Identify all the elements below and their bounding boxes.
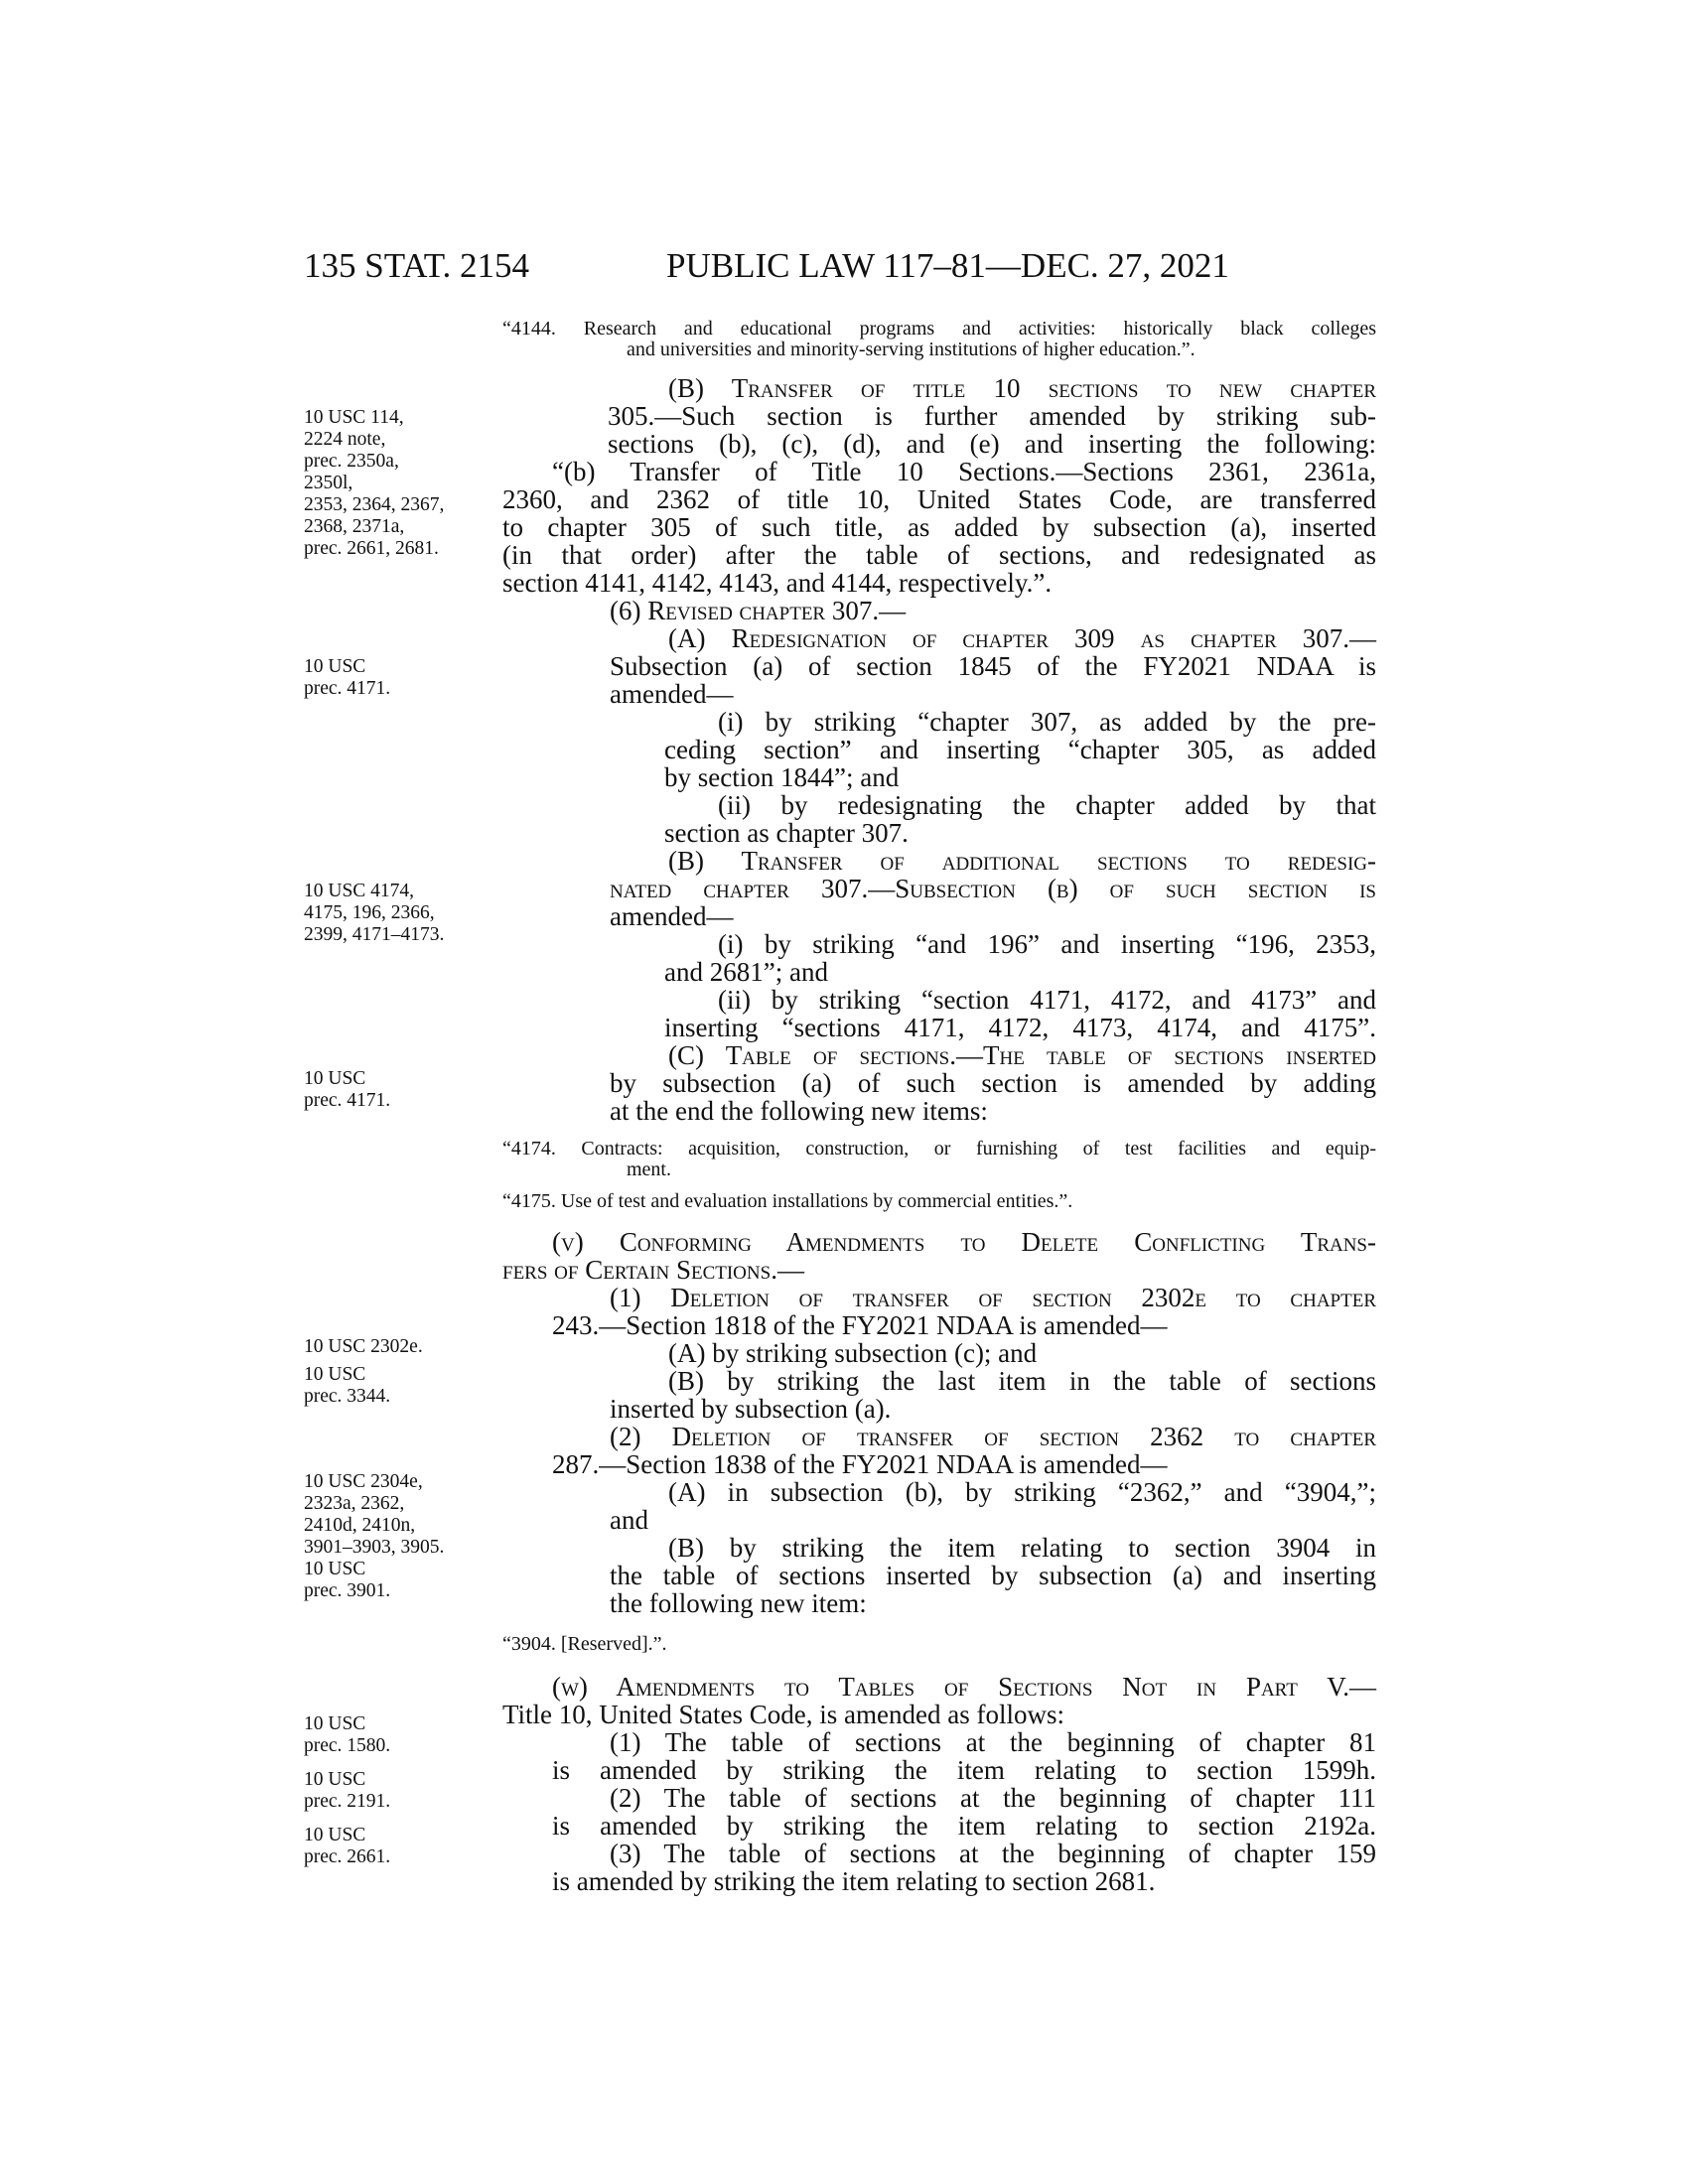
body-line: section as chapter 307. [664, 818, 909, 848]
table-item-4174: “4174. Contracts: acquisition, construction, or furnishing of test facilities and equip- [502, 1138, 1376, 1160]
body-line: (in that order) after the table of sections, and redesignated as [502, 540, 1376, 570]
body-line: the following new item: [610, 1588, 867, 1618]
table-item-3904: “3904. [Reserved].”. [502, 1633, 667, 1655]
margin-note: 10 USC prec. 3344. [304, 1364, 391, 1407]
table-item-4175: “4175. Use of test and evaluation installations by commercial entities.”. [502, 1190, 1073, 1212]
body-line: and [610, 1505, 648, 1535]
subpara-b-heading: (B) Transfer of title 10 sections to new chapter [668, 373, 1376, 403]
body-line: 2360, and 2362 of title 10, United States Code, are transferred [502, 484, 1376, 514]
body-line: to chapter 305 of such title, as added by subsection (a), inserted [502, 512, 1376, 542]
body-line: 287.—Section 1838 of the FY2021 NDAA is amended— [552, 1449, 1168, 1479]
table-item-4174-cont: ment. [627, 1159, 671, 1180]
paragraph-heading: (1) Deletion of transfer of section 2302e to chapter [610, 1283, 1376, 1312]
paragraph-heading: (2) Deletion of transfer of section 2362 to chapter [610, 1422, 1376, 1451]
paragraph-w1: (1) The table of sections at the beginning of chapter 81 [610, 1727, 1376, 1757]
margin-note: 10 USC 2304e, 2323a, 2362, 2410d, 2410n, 3901–3903, 3905. 10 USC prec. 3901. [304, 1471, 445, 1601]
body-line: fers of Certain Sections.— [502, 1255, 804, 1285]
subsection-v-heading: (v) Conforming Amendments to Delete Conflicting Trans- [552, 1227, 1376, 1257]
body-line: amended— [610, 679, 734, 709]
subpara-b: (B) by striking the item relating to section 3904 in [668, 1533, 1376, 1563]
body-line: 243.—Section 1818 of the FY2021 NDAA is amended— [552, 1310, 1168, 1340]
paragraph-w2: (2) The table of sections at the beginning of chapter 111 [610, 1783, 1376, 1813]
body-line: the table of sections inserted by subsection (a) and inserting [610, 1561, 1376, 1590]
body-line: amended— [610, 901, 734, 931]
body-line: 305.—Such section is further amended by striking sub- [608, 401, 1376, 431]
clause-i: (i) by striking “and 196” and inserting “196, 2353, [718, 929, 1376, 959]
margin-note: 10 USC prec. 4171. [304, 656, 391, 699]
body-line: sections (b), (c), (d), and (e) and inserting the following: [608, 429, 1376, 459]
body-line: by section 1844”; and [664, 762, 900, 792]
clause-ii: (ii) by striking “section 4171, 4172, and 4173” and [718, 985, 1376, 1015]
subpara-heading: (C) Table of sections.—The table of sections inserted [668, 1040, 1376, 1070]
body-line: is amended by striking the item relating to section 1599h. [552, 1755, 1376, 1785]
subsection-w-heading: (w) Amendments to Tables of Sections Not in Part V.— [552, 1672, 1376, 1702]
margin-note: 10 USC prec. 1580. [304, 1713, 391, 1756]
clause-ii: (ii) by redesignating the chapter added by that [718, 790, 1376, 820]
subpara-b: (B) by striking the last item in the table of sections [668, 1366, 1376, 1396]
body-line: section 4141, 4142, 4143, and 4144, respectively.”. [502, 568, 1053, 598]
body-line: inserted by subsection (a). [610, 1394, 892, 1424]
body-line: ceding section” and inserting “chapter 305, as added [664, 735, 1376, 764]
body-line: is amended by striking the item relating to section 2192a. [552, 1811, 1376, 1841]
margin-note: 10 USC 114, 2224 note, prec. 2350a, 2350l, 2353, 2364, 2367, 2368, 2371a, prec. 2661, 2681. [304, 407, 445, 559]
body-line: inserting “sections 4171, 4172, 4173, 4174, and 4175”. [664, 1013, 1376, 1042]
public-law-title: PUBLIC LAW 117–81—DEC. 27, 2021 [666, 246, 1229, 285]
table-item-4144-cont: and universities and minority-serving institutions of higher education.”. [627, 339, 1196, 360]
clause-i: (i) by striking “chapter 307, as added by the pre- [718, 707, 1376, 737]
body-line: nated chapter 307.—Subsection (b) of such section is [610, 874, 1376, 903]
margin-note: 10 USC prec. 2661. [304, 1825, 391, 1867]
paragraph-w3: (3) The table of sections at the beginning of chapter 159 [610, 1839, 1376, 1868]
body-line: Title 10, United States Code, is amended as follows: [502, 1700, 1064, 1729]
subpara-a: (A) by striking subsection (c); and [668, 1338, 1038, 1368]
margin-note: 10 USC prec. 4171. [304, 1068, 391, 1111]
quoted-subsection-b: “(b) Transfer of Title 10 Sections.—Sections 2361, 2361a, [552, 457, 1376, 486]
body-line: by subsection (a) of such section is amended by adding [610, 1068, 1376, 1098]
table-item-4144: “4144. Research and educational programs and activities: historically black colleges [502, 318, 1376, 340]
body-line: is amended by striking the item relating to section 2681. [552, 1866, 1156, 1896]
body-line: at the end the following new items: [610, 1096, 988, 1126]
margin-note: 10 USC 2302e. [304, 1336, 423, 1357]
margin-note: 10 USC 4174, 4175, 196, 2366, 2399, 4171–4173. [304, 881, 445, 945]
body-line: and 2681”; and [664, 957, 828, 987]
stat-page-ref: 135 STAT. 2154 [304, 246, 529, 285]
subpara-heading: (A) Redesignation of chapter 309 as chapter 307.— [668, 623, 1376, 653]
paragraph-6-heading: (6) Revised chapter 307.— [610, 596, 907, 625]
subpara-heading: (B) Transfer of additional sections to redesig- [668, 846, 1376, 876]
margin-note: 10 USC prec. 2191. [304, 1769, 391, 1812]
body-line: Subsection (a) of section 1845 of the FY2021 NDAA is [610, 651, 1376, 681]
subpara-a: (A) in subsection (b), by striking “2362,” and “3904,”; [668, 1477, 1376, 1507]
